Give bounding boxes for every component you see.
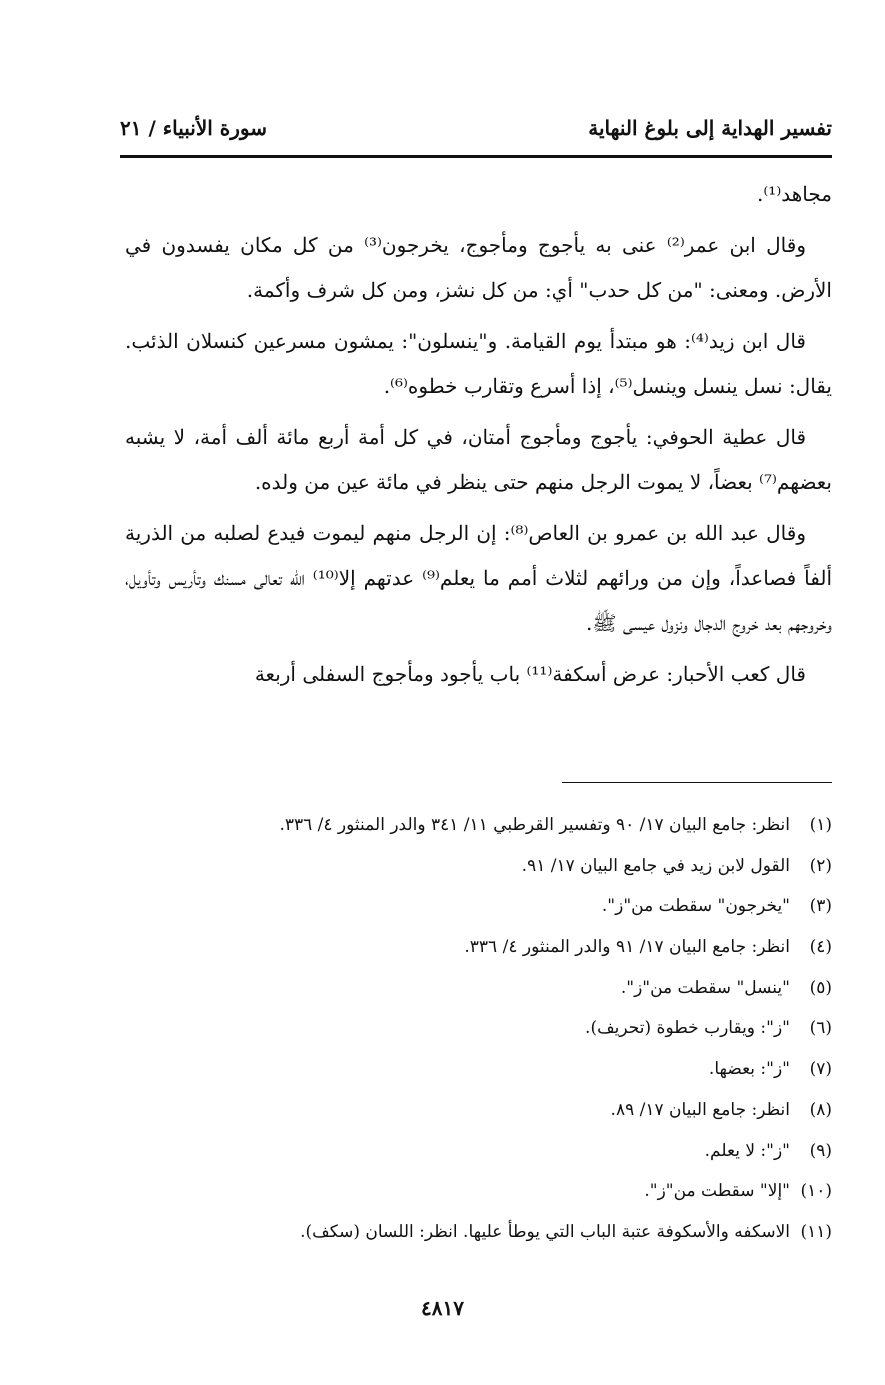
header-rule [120,155,832,158]
footnote-text: الاسكفه والأسكوفة عتبة الباب التي يوطأ عليها. انظر: اللسان (سكف). [300,1221,790,1242]
paragraph-1: مجاهد⁽¹⁾. [757,182,832,206]
footnote-number: (٥) [809,977,832,998]
footnote [150,846,832,887]
surah-label: سورة الأنبياء / ٢١ [120,116,268,140]
footnote [150,1131,832,1172]
footnote-number: (٨) [809,1099,832,1120]
footnote-number: (٢) [809,855,832,876]
footnote [150,968,832,1009]
footnote-number: (٩) [809,1140,832,1161]
main-text [125,172,832,703]
footnote [150,1212,832,1253]
footnote-text: "ز": بعضها. [708,1059,790,1080]
footnote [150,1171,832,1212]
footnote [150,1049,832,1090]
footnote-text: انظر: جامع البيان ١٧/ ٩٠ وتفسير القرطبي ١١/ ٣٤١ والدر المنثور ٤/ ٣٣٦. [279,815,790,835]
running-header [120,112,832,148]
paragraph-5: وقال عبد الله بن عمرو بن العاص⁽⁸⁾: إن الرجل منهم ليموت فيدع لصلبه من الذرية ألفاً فصاعداً، وإن من ورائهم لثلاث أمم ما يعلم⁽⁹⁾ عدتهم إلا⁽¹⁰⁾ الله تعالى مسنك وتأريس وتأويل، وخروجهم بعد خروج الدجال ونزول عيسى ﷺ. [125,521,833,635]
paragraph-4: قال عطية الحوفي: يأجوج ومأجوج أمتان، في كل أمة أربع مائة ألف أمة، لا يشبه بعضهم⁽⁷⁾ بعضاً، لا يموت الرجل منهم حتى ينظر في مائة عين من ولده. [125,425,832,494]
footnote [150,886,832,927]
paragraph-3: قال ابن زيد⁽⁴⁾: هو مبتدأ يوم القيامة. و"ينسلون": يمشون مسرعين كنسلان الذئب. يقال: نسل ينسل وينسل⁽⁵⁾، إذا أسرع وتقارب خطوه⁽⁶⁾. [125,329,832,398]
footnote-number: (١) [809,815,832,835]
footnote [150,1008,832,1049]
footnote-number: (١١) [800,1221,832,1242]
footnote-separator [562,782,832,783]
footnote-number: (٧) [809,1059,832,1080]
footnote-text: "يخرجون" سقطت من"ز". [601,896,790,917]
footnote-text: "ز": ويقارب خطوة (تحريف). [585,1018,790,1039]
footnote-number: (١٠) [800,1181,832,1202]
book-title: تفسير الهداية إلى بلوغ النهاية [588,116,832,140]
paragraph-2: وقال ابن عمر⁽²⁾ عنى به يأجوج ومأجوج، يخرجون⁽³⁾ من كل مكان يفسدون في الأرض. ومعنى: "من كل حدب" أي: من كل نشز، ومن كل شرف وأكمة. [125,233,832,302]
footnote [150,1090,832,1131]
footnote-text: "إلا" سقطت من"ز". [644,1181,790,1202]
footnote-text: انظر: جامع البيان ١٧/ ٩١ والدر المنثور ٤/ ٣٣٦. [464,937,790,958]
footnote-text: "ز": لا يعلم. [704,1140,790,1161]
footnote-text: القول لابن زيد في جامع البيان ١٧/ ٩١. [521,855,790,876]
footnote-number: (٤) [809,937,832,958]
page-number: ٤٨١٧ [421,1296,464,1320]
paragraph-6: قال كعب الأحبار: عرض أسكفة⁽¹¹⁾ باب يأجود ومأجوج السفلى أربعة [254,662,806,686]
footnote-number: (٣) [809,896,832,917]
footnotes [150,805,832,1253]
footnote [150,805,832,846]
footnote-number: (٦) [809,1018,832,1039]
footnote [150,927,832,968]
footnote-text: "ينسل" سقطت من"ز". [620,977,790,998]
footnote-text: انظر: جامع البيان ١٧/ ٨٩. [610,1099,790,1120]
